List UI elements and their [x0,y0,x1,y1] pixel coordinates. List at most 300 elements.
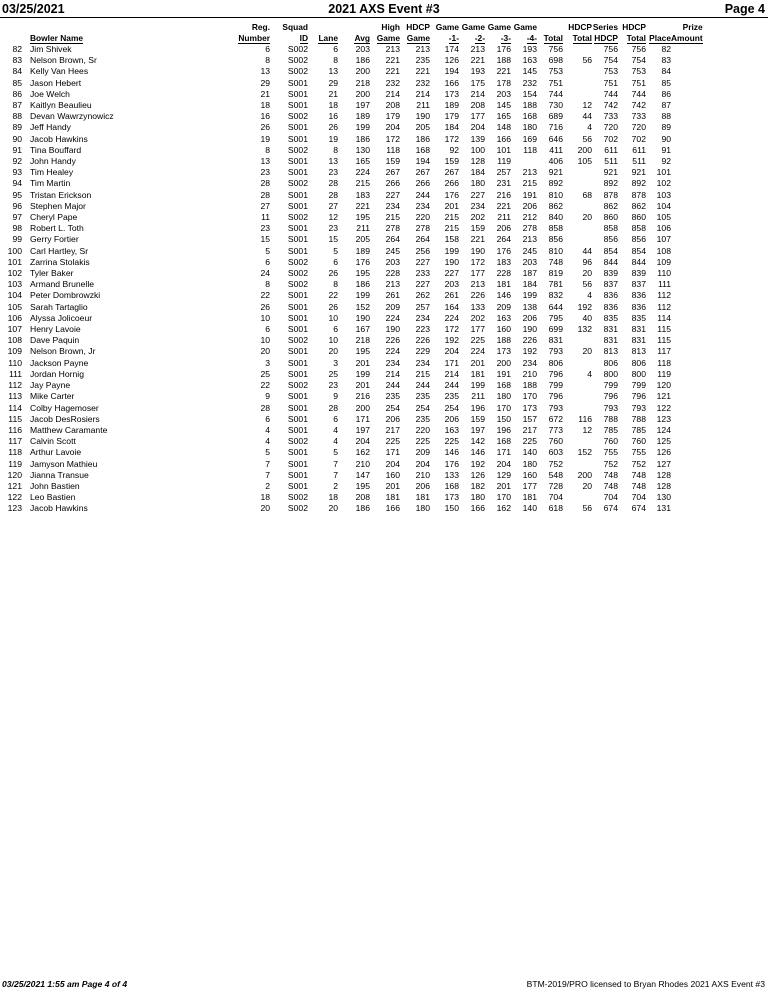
reg-number-cell: 2 [265,480,270,491]
rank-cell: 114 [8,402,22,413]
squad-id-cell: S001 [287,324,308,335]
avg-cell: 195 [355,480,370,491]
col-reg: Reg. [251,22,270,32]
table-row [0,212,737,223]
table-row [0,246,737,257]
reg-number-cell: 28 [260,178,270,189]
place-cell: 114 [657,312,671,323]
series-hdcp-cell: 760 [603,436,618,447]
hdcp-game-cell: 181 [415,492,430,503]
place-cell: 109 [656,256,671,267]
squad-id-cell: S001 [287,312,308,323]
hdcp-game-cell: 190 [415,111,430,122]
squad-id-cell: S001 [287,245,308,256]
col-game2: Game [461,22,485,32]
bowler-name-cell: Jackson Payne [30,357,89,368]
prize-cell [671,145,703,156]
game-4-cell: 160 [522,469,537,480]
high-game-cell: 221 [385,66,400,77]
high-game-cell: 278 [385,223,400,234]
game-4-cell: 154 [522,88,537,99]
series-hdcp-cell: 748 [603,480,618,491]
squad-id-cell: S002 [287,503,308,514]
prize-cell [671,156,703,167]
prize-cell [671,470,703,481]
game-2-cell: 193 [470,66,485,77]
rank-cell: 116 [8,424,22,435]
hdcp-game-cell: 262 [415,290,430,301]
reg-number-cell: 24 [260,268,270,279]
table-row [0,268,737,279]
reg-number-cell: 22 [260,290,270,301]
squad-id-cell: S001 [287,424,308,435]
hdcp-grand-total-cell: 854 [631,245,646,256]
reg-number-cell: 8 [265,144,270,155]
table-row [0,223,737,234]
hdcp-grand-total-cell: 748 [631,469,646,480]
squad-id-cell: S001 [287,189,308,200]
prize-cell [671,369,703,380]
place-cell: 104 [656,200,671,211]
hdcp-game-cell: 234 [415,200,430,211]
hdcp-game-cell: 267 [415,167,430,178]
reg-number-cell: 5 [265,447,270,458]
total-cell: 752 [548,458,563,469]
reg-number-cell: 8 [265,55,270,66]
game-1-cell: 227 [444,268,459,279]
avg-cell: 183 [355,189,370,200]
bowler-name-cell: Jacob Hawkins [30,503,88,514]
place-cell: 125 [656,436,671,447]
reg-number-cell: 8 [265,279,270,290]
hdcp-grand-total-cell: 892 [631,178,646,189]
total-cell: 644 [548,301,563,312]
place-cell: 108 [656,245,671,256]
total-cell: 831 [548,335,563,346]
table-row [0,470,737,481]
bowler-name-cell: John Handy [30,156,76,167]
total-cell: 810 [548,245,563,256]
col-game3: Game [487,22,511,32]
hdcp-total-cell [563,335,592,346]
hdcp-game-cell: 235 [415,413,430,424]
hdcp-grand-total-cell: 837 [631,279,646,290]
hdcp-game-cell: 186 [415,133,430,144]
game-2-cell: 196 [470,402,485,413]
table-row [0,190,737,201]
table-row [0,111,737,122]
game-4-cell: 210 [522,368,537,379]
prize-cell [671,257,703,268]
game-4-cell: 145 [522,66,537,77]
rank-cell: 121 [7,480,22,491]
reg-number-cell: 6 [265,324,270,335]
game-1-cell: 133 [444,469,459,480]
game-4-cell: 190 [522,324,537,335]
avg-cell: 189 [355,245,370,256]
game-3-cell: 162 [496,503,511,514]
high-game-cell: 264 [385,234,400,245]
place-cell: 83 [661,55,671,66]
total-cell: 793 [548,402,563,413]
prize-cell [671,167,703,178]
rank-cell: 84 [12,66,22,77]
hdcp-game-cell: 221 [415,66,430,77]
game-2-cell: 227 [470,189,485,200]
avg-cell: 186 [355,279,370,290]
total-cell: 618 [548,503,563,514]
table-row [0,346,737,357]
total-cell: 799 [548,380,563,391]
avg-cell: 176 [355,256,370,267]
prize-cell [671,122,703,133]
game-1-cell: 190 [444,256,459,267]
place-cell: 128 [656,480,671,491]
series-hdcp-cell: 839 [603,268,618,279]
rank-cell: 90 [12,133,22,144]
hdcp-total-cell: 96 [582,256,592,267]
series-hdcp-cell: 755 [603,447,618,458]
hdcp-grand-total-cell: 752 [631,458,646,469]
hdcp-total-cell [563,403,592,414]
reg-number-cell: 16 [260,111,270,122]
avg-cell: 224 [355,167,370,178]
bowler-name-cell: Henry Lavoie [30,324,81,335]
lane-cell: 8 [333,144,338,155]
table-row [0,302,737,313]
reg-number-cell: 26 [260,301,270,312]
game-2-cell: 146 [470,447,485,458]
rank-cell: 105 [7,301,22,312]
game-4-cell: 140 [522,447,537,458]
prize-cell [671,234,703,245]
avg-cell: 171 [355,413,370,424]
game-2-cell: 139 [470,133,485,144]
bowler-name-cell: Jordan Hornig [30,368,84,379]
avg-cell: 165 [355,156,370,167]
total-cell: 810 [548,189,563,200]
game-1-cell: 126 [444,55,459,66]
col-hdcp-tot: HDCP [622,22,646,32]
table-row [0,391,737,402]
bowler-name-cell: Colby Hagemoser [30,402,99,413]
bowler-name-cell: Joe Welch [30,88,70,99]
hdcp-total-cell [563,436,592,447]
place-cell: 88 [661,111,671,122]
hdcp-total-cell: 200 [577,469,592,480]
hdcp-grand-total-cell: 839 [631,268,646,279]
hdcp-game-cell: 210 [415,469,430,480]
game-1-cell: 199 [444,245,459,256]
reg-number-cell: 7 [265,469,270,480]
hdcp-grand-total-cell: 755 [631,447,646,458]
game-2-cell: 159 [470,223,485,234]
place-cell: 131 [656,503,671,514]
lane-cell: 26 [328,268,338,279]
high-game-cell: 190 [385,324,400,335]
hdcp-game-cell: 278 [415,223,430,234]
lane-cell: 23 [328,167,338,178]
reg-number-cell: 27 [260,200,270,211]
high-game-cell: 172 [385,133,400,144]
total-cell: 862 [548,200,563,211]
series-hdcp-cell: 921 [603,167,618,178]
bowler-name-cell: Jacob Hawkins [30,133,88,144]
game-4-cell: 225 [522,436,537,447]
total-cell: 892 [548,178,563,189]
game-2-cell: 190 [470,245,485,256]
series-hdcp-cell: 831 [603,324,618,335]
table-row [0,492,737,503]
rank-cell: 99 [12,234,22,245]
hdcp-grand-total-cell: 806 [631,357,646,368]
game-1-cell: 215 [444,212,459,223]
squad-id-cell: S001 [287,234,308,245]
table-row [0,369,737,380]
series-hdcp-cell: 854 [603,245,618,256]
lane-cell: 7 [333,458,338,469]
game-4-cell: 140 [522,503,537,514]
squad-id-cell: S002 [287,380,308,391]
series-hdcp-cell: 856 [603,234,618,245]
hdcp-game-cell: 223 [415,324,430,335]
rank-cell: 108 [7,335,22,346]
lane-cell: 7 [333,469,338,480]
table-row [0,134,737,145]
place-cell: 119 [657,368,671,379]
avg-cell: 205 [355,234,370,245]
series-hdcp-cell: 788 [603,413,618,424]
total-cell: 406 [548,156,563,167]
hdcp-game-cell: 264 [415,234,430,245]
hdcp-grand-total-cell: 836 [631,290,646,301]
avg-cell: 201 [355,380,370,391]
game-4-cell: 163 [522,55,537,66]
high-game-cell: 227 [385,189,400,200]
lane-cell: 20 [328,346,338,357]
total-cell: 748 [548,256,563,267]
hdcp-total-cell [563,223,592,234]
col-series: Series [592,22,618,32]
bowler-name-cell: Jim Shivek [30,44,72,54]
table-row [0,380,737,391]
squad-id-cell: S001 [287,480,308,491]
rank-cell: 96 [12,200,22,211]
bowler-name-cell: Mike Carter [30,391,75,402]
hdcp-total-cell: 4 [587,368,592,379]
high-game-cell: 244 [385,380,400,391]
high-game-cell: 209 [385,301,400,312]
total-cell: 840 [548,212,563,223]
table-row [0,279,737,290]
game-3-cell: 171 [496,447,511,458]
avg-cell: 199 [355,368,370,379]
prize-cell [671,223,703,234]
bowler-name-cell: John Bastien [30,480,80,491]
hdcp-game-cell: 180 [415,503,430,514]
series-hdcp-cell: 860 [603,212,618,223]
table-row [0,89,737,100]
avg-cell: 211 [356,223,370,234]
bowler-name-cell: Arthur Lavoie [30,447,82,458]
game-3-cell: 200 [496,357,511,368]
results-body [0,44,737,515]
game-1-cell: 254 [444,402,459,413]
total-cell: 730 [548,100,563,111]
bowler-name-cell: Armand Brunelle [30,279,95,290]
squad-id-cell: S002 [287,66,308,77]
game-2-cell: 177 [470,111,485,122]
table-row [0,436,737,447]
hdcp-game-cell: 225 [415,436,430,447]
prize-cell [671,268,703,279]
game-2-cell: 126 [470,469,485,480]
series-hdcp-cell: 720 [603,122,618,133]
lane-cell: 21 [328,88,338,99]
reg-number-cell: 29 [260,77,270,88]
avg-cell: 189 [355,111,370,122]
squad-id-cell: S002 [287,55,308,66]
high-game-cell: 221 [385,55,400,66]
hdcp-total-cell: 44 [582,111,592,122]
game-3-cell: 178 [496,77,511,88]
game-3-cell: 176 [496,44,511,54]
table-row [0,425,737,436]
squad-id-cell: S002 [287,212,308,223]
total-cell: 793 [548,346,563,357]
game-3-cell: 145 [496,100,511,111]
game-3-cell: 150 [496,413,511,424]
table-row [0,122,737,133]
lane-cell: 19 [328,133,338,144]
high-game-cell: 204 [385,122,400,133]
squad-id-cell: S001 [287,223,308,234]
reg-number-cell: 6 [265,44,270,54]
game-1-cell: 176 [444,458,459,469]
hdcp-grand-total-cell: 860 [631,212,646,223]
hdcp-total-cell: 132 [577,324,592,335]
lane-cell: 4 [333,436,338,447]
hdcp-grand-total-cell: 788 [631,413,646,424]
total-cell: 819 [548,268,563,279]
game-2-cell: 175 [470,77,485,88]
place-cell: 105 [656,212,671,223]
bowler-name-cell: Kelly Van Hees [30,66,89,77]
table-row [0,44,737,55]
total-cell: 548 [548,469,563,480]
hdcp-total-cell [563,391,592,402]
game-4-cell: 206 [522,200,537,211]
avg-cell: 204 [355,436,370,447]
bowler-name-cell: Nelson Brown, Sr [30,55,97,66]
reg-number-cell: 20 [260,346,270,357]
squad-id-cell: S001 [287,346,308,357]
high-game-cell: 201 [385,480,400,491]
place-cell: 127 [656,458,671,469]
game-3-cell: 231 [496,178,511,189]
high-game-cell: 118 [386,144,400,155]
rank-cell: 115 [8,413,22,424]
rank-cell: 86 [12,88,22,99]
reg-number-cell: 28 [260,402,270,413]
hdcp-game-cell: 232 [415,77,430,88]
series-hdcp-cell: 756 [603,44,618,54]
series-hdcp-cell: 806 [603,357,618,368]
avg-cell: 200 [355,66,370,77]
game-3-cell: 216 [496,189,511,200]
game-2-cell: 226 [470,290,485,301]
hdcp-grand-total-cell: 720 [631,122,646,133]
hdcp-total-cell [563,459,592,470]
game-1-cell: 184 [444,122,459,133]
total-cell: 704 [548,492,563,503]
bowler-name-cell: Peter Dombrowzki [30,290,101,301]
avg-cell: 186 [355,503,370,514]
game-2-cell: 180 [470,492,485,503]
report-date: 03/25/2021 [2,2,65,16]
place-cell: 91 [661,144,671,155]
prize-cell [671,44,703,55]
game-2-cell: 159 [470,413,485,424]
total-cell: 716 [548,122,563,133]
hdcp-grand-total-cell: 748 [631,480,646,491]
prize-cell [671,55,703,66]
rank-cell: 112 [8,380,22,391]
avg-cell: 218 [355,77,370,88]
prize-cell [671,313,703,324]
lane-cell: 25 [328,368,338,379]
hdcp-game-cell: 257 [415,301,430,312]
game-3-cell: 129 [496,469,511,480]
total-cell: 858 [548,223,563,234]
game-1-cell: 173 [444,492,459,503]
game-3-cell: 264 [496,234,511,245]
place-cell: 112 [657,290,671,301]
game-3-cell: 180 [496,391,511,402]
game-3-cell: 181 [496,279,511,290]
hdcp-total-cell [563,44,592,55]
prize-cell [671,414,703,425]
hdcp-grand-total-cell: 862 [631,200,646,211]
game-4-cell: 206 [522,312,537,323]
avg-cell: 199 [355,122,370,133]
rank-cell: 120 [7,469,22,480]
avg-cell: 216 [355,391,370,402]
total-cell: 756 [548,44,563,54]
series-hdcp-cell: 892 [603,178,618,189]
game-1-cell: 206 [444,413,459,424]
table-row [0,414,737,425]
reg-number-cell: 21 [260,88,270,99]
hdcp-game-cell: 254 [415,402,430,413]
hdcp-grand-total-cell: 800 [631,368,646,379]
hdcp-total-cell: 116 [578,413,592,424]
hdcp-game-cell: 227 [415,279,430,290]
avg-cell: 201 [355,357,370,368]
prize-cell [671,481,703,492]
high-game-cell: 245 [385,245,400,256]
squad-id-cell: S002 [287,436,308,447]
game-2-cell: 192 [470,458,485,469]
game-1-cell: 172 [444,324,459,335]
game-2-cell: 199 [470,380,485,391]
high-game-cell: 166 [385,503,400,514]
squad-id-cell: S002 [287,268,308,279]
game-3-cell: 170 [496,492,511,503]
reg-number-cell: 6 [265,256,270,267]
hdcp-grand-total-cell: 831 [631,335,646,346]
hdcp-grand-total-cell: 753 [631,66,646,77]
